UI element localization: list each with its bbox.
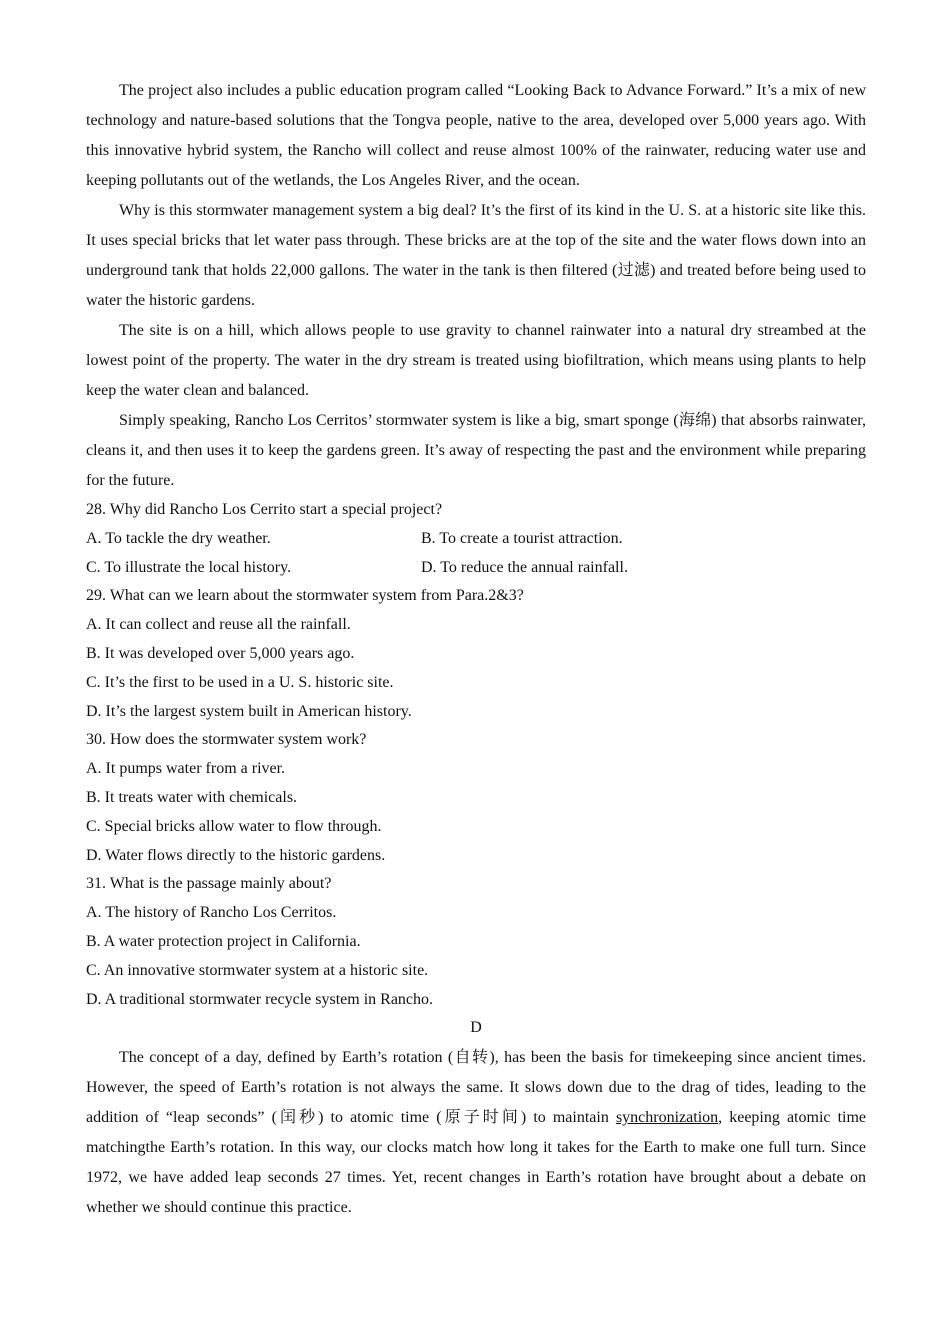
passage-c-paragraph-4: Simply speaking, Rancho Los Cerritos’ stormwater system is like a big, smart sponge (海绵) that absorbs rainwater, cleans it, and then uses it to keep the gardens green. It’s away of respecting the past and the environment while preparing for the future.: [86, 412, 866, 489]
passage-d-paragraph-1: [86, 1043, 866, 1223]
question-30-stem: 30. How does the stormwater system work?: [86, 731, 367, 749]
underlined-word-synchronization: synchronization: [615, 1109, 719, 1127]
question-31-option-d: D. A traditional stormwater recycle system in Rancho.: [86, 990, 434, 1008]
passage-c-paragraph-3: The site is on a hill, which allows people to use gravity to channel rainwater into a natural dry streambed at the lowest point of the property. The water in the dry stream is treated using biofiltration, which means using plants to help keep the water clean and balanced.: [86, 322, 866, 399]
question-28: [86, 496, 866, 582]
question-29-option-b: B. It was developed over 5,000 years ago.: [86, 644, 355, 662]
question-29-option-c: C. It’s the first to be used in a U. S. historic site.: [86, 673, 394, 691]
question-28-option-a: A. To tackle the dry weather.: [86, 529, 271, 547]
question-29: [86, 582, 866, 726]
question-30-option-d: D. Water flows directly to the historic gardens.: [86, 846, 386, 864]
passage-c-paragraph-2: Why is this stormwater management system a big deal? It’s the first of its kind in the U. S. at a historic site like this. It uses special bricks that let water pass through. These bricks are at the top of the site and the water flows down into an underground tank that holds 22,000 gallons. The water in the tank is then filtered (过滤) and treated before being used to water the historic gardens.: [86, 202, 866, 309]
question-31-option-b: B. A water protection project in California.: [86, 932, 361, 950]
question-31-option-c: C. An innovative stormwater system at a historic site.: [86, 961, 429, 979]
question-31-stem: 31. What is the passage mainly about?: [86, 875, 332, 893]
question-31-option-a: A. The history of Rancho Los Cerritos.: [86, 904, 337, 922]
question-29-option-d: D. It’s the largest system built in American history.: [86, 702, 412, 720]
question-28-stem: 28. Why did Rancho Los Cerrito start a special project?: [86, 501, 443, 518]
question-29-option-a: A. It can collect and reuse all the rainfall.: [86, 616, 351, 634]
question-28-option-d: D. To reduce the annual rainfall.: [421, 558, 628, 576]
question-28-options-row-1: [86, 525, 866, 554]
exam-page: [86, 76, 866, 1223]
question-30: [86, 726, 866, 870]
question-30-option-b: B. It treats water with chemicals.: [86, 788, 298, 806]
question-30-option-a: A. It pumps water from a river.: [86, 760, 286, 778]
question-29-stem: 29. What can we learn about the stormwater system from Para.2&3?: [86, 587, 524, 605]
question-28-option-b: B. To create a tourist attraction.: [421, 529, 623, 547]
section-d-title: D: [470, 1019, 482, 1037]
question-28-options-row-2: [86, 554, 866, 583]
question-31: [86, 870, 866, 1014]
passage-d-text-before: The concept of a day, defined by Earth’s rotation (自转), has been the basis for timekeeping since ancient times. However, the speed of Earth’s rotation is not always the same. It slows down due to the drag of tides, leading to the addition of “leap seconds” (闰秒) to atomic time (原子时间) to maintain: [86, 1049, 866, 1127]
question-28-option-c: C. To illustrate the local history.: [86, 558, 292, 576]
question-30-option-c: C. Special bricks allow water to flow through.: [86, 817, 382, 835]
passage-c-paragraph-1: The project also includes a public education program called “Looking Back to Advance Forward.” It’s a mix of new technology and nature-based solutions that the Tongva people, native to the area, developed over 5,000 years ago. With this innovative hybrid system, the Rancho will collect and reuse almost 100% of the rainwater, reducing water use and keeping pollutants out of the wetlands, the Los Angeles River, and the ocean.: [86, 82, 866, 189]
passage-d-text-after: , keeping atomic time matchingthe Earth’s rotation. In this way, our clocks match how long it takes for the Earth to make one full turn. Since 1972, we have added leap seconds 27 times. Yet, recent changes in Earth’s rotation have brought about a debate on whether we should continue this practice.: [86, 1109, 866, 1217]
